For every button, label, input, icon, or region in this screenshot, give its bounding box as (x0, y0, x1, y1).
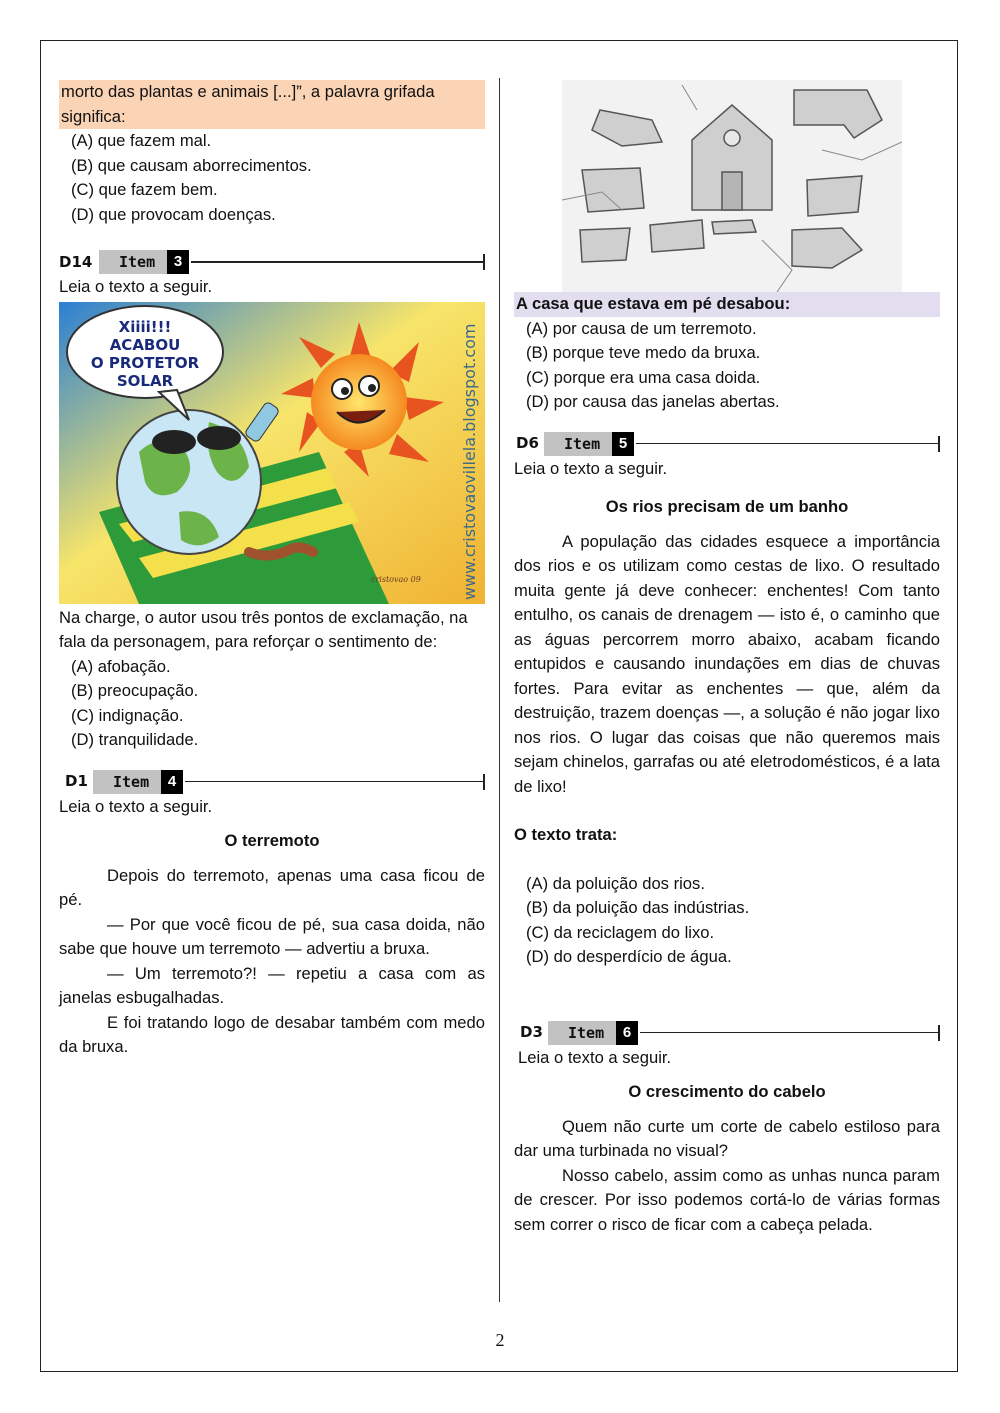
option-d[interactable]: (D) do desperdício de água. (526, 947, 732, 966)
cartoon-site-text: www.cristovaovillela.blogspot.com (460, 323, 479, 600)
option-a[interactable]: (A) afobação. (71, 656, 171, 676)
item-label: Item (544, 432, 612, 456)
option-c[interactable]: (C) da reciclagem do lixo. (526, 922, 715, 942)
right-column (514, 80, 940, 1237)
header-rule-end (483, 774, 485, 790)
header-rule (640, 1032, 938, 1034)
option-c[interactable]: (C) porque era uma casa doida. (526, 367, 761, 387)
question-text-highlighted: A casa que estava em pé desabou: (514, 292, 940, 317)
header-rule-end (938, 436, 940, 452)
text-title: O crescimento do cabelo (628, 1082, 826, 1101)
paragraph: Quem não curte um corte de cabelo estiloso para dar uma turbinada no visual? (514, 1116, 940, 1160)
option-d[interactable]: (D) tranquilidade. (71, 730, 199, 749)
item-label: Item (99, 250, 167, 274)
instruction: Leia o texto a seguir. (59, 796, 213, 816)
bubble-line-4: SOLAR (116, 371, 174, 390)
option-a[interactable]: (A) da poluição dos rios. (526, 873, 705, 893)
item-number: 4 (161, 770, 183, 794)
option-b[interactable]: (B) que causam aborrecimentos. (71, 155, 312, 175)
cartoon-signature: cristovao 09 (371, 574, 421, 584)
item-header-5 (514, 431, 940, 457)
houses-earthquake-drawing (562, 80, 902, 292)
header-rule (185, 781, 483, 783)
paragraph: — Por que você ficou de pé, sua casa doida, não sabe que houve um terremoto — advertiu a bruxa. (59, 914, 485, 958)
item-label: Item (93, 770, 161, 794)
instruction: Leia o texto a seguir. (514, 458, 668, 478)
header-rule-end (938, 1025, 940, 1041)
item-header-6 (514, 1020, 940, 1046)
item-header-3 (59, 249, 485, 275)
descriptor-code: D3 (520, 1023, 543, 1042)
item-number: 5 (612, 432, 634, 456)
header-rule-end (483, 254, 485, 270)
option-b[interactable]: (B) preocupação. (71, 681, 199, 700)
column-divider (499, 78, 500, 1302)
question-text: O texto trata: (514, 825, 618, 844)
paragraph: — Um terremoto?! — repetiu a casa com as janelas esbugalhadas. (59, 963, 485, 1007)
instruction: Leia o texto a seguir. (59, 277, 213, 296)
paragraph: Nosso cabelo, assim como as unhas nunca param de crescer. Por isso podemos cortá-lo de várias formas sem correr o risco de ficar com a cabeça pelada. (514, 1165, 940, 1234)
text-title: O terremoto (224, 831, 320, 850)
instruction: Leia o texto a seguir. (518, 1047, 672, 1067)
page-number: 2 (495, 1330, 505, 1350)
descriptor-code: D6 (516, 434, 539, 453)
option-d[interactable]: (D) por causa das janelas abertas. (526, 392, 780, 411)
option-d[interactable]: (D) que provocam doenças. (71, 204, 276, 224)
option-b[interactable]: (B) porque teve medo da bruxa. (526, 343, 761, 362)
paragraph: A população das cidades esquece a importância dos rios e os utilizam como cestas de lixo. O resultado muita gente já deve conhecer: enchentes! Com tanto entulho, os canais de drenagem — isto é, o caminho que as águas percorrem morro abaixo, acabam ficando entupidos e causando inundações em dias de chuvas fortes. Para evitar as enchentes — que, além da destruição, trazem doenças —, a solução é não jogar lixo nos rios. O lugar das coisas que não queremos mais sejam chinelos, garrafas ou até eletrodomésticos, é a lata de lixo! (514, 531, 940, 796)
question-stem-highlighted: morto das plantas e animais [...]”, a palavra grifada significa: (59, 80, 485, 129)
option-b[interactable]: (B) da poluição das indústrias. (526, 898, 750, 917)
option-a[interactable]: (A) que fazem mal. (71, 131, 212, 150)
item-label: Item (548, 1021, 616, 1045)
option-a[interactable]: (A) por causa de um terremoto. (526, 318, 757, 338)
item-number: 3 (167, 250, 189, 274)
header-rule (191, 261, 483, 263)
descriptor-code: D14 (59, 252, 93, 271)
paragraph: E foi tratando logo de desabar também com medo da bruxa. (59, 1012, 485, 1056)
header-rule (636, 443, 938, 445)
paragraph: Depois do terremoto, apenas uma casa ficou de pé. (59, 865, 485, 909)
bubble-line-1: Xiiii!!! (118, 317, 172, 336)
descriptor-code: D1 (65, 772, 88, 791)
item-number: 6 (616, 1021, 638, 1045)
earth-sunscreen-cartoon (59, 302, 485, 604)
option-c[interactable]: (C) que fazem bem. (71, 180, 218, 199)
item-header-4 (59, 769, 485, 795)
option-c[interactable]: (C) indignação. (71, 705, 184, 725)
text-title: Os rios precisam de um banho (605, 497, 849, 516)
left-column (59, 80, 485, 1060)
bubble-line-3: O PROTETOR (90, 353, 200, 372)
question-text: Na charge, o autor usou três pontos de exclamação, na fala da personagem, para reforçar o sentimento de: (59, 607, 468, 651)
bubble-line-2: ACABOU (109, 335, 181, 354)
